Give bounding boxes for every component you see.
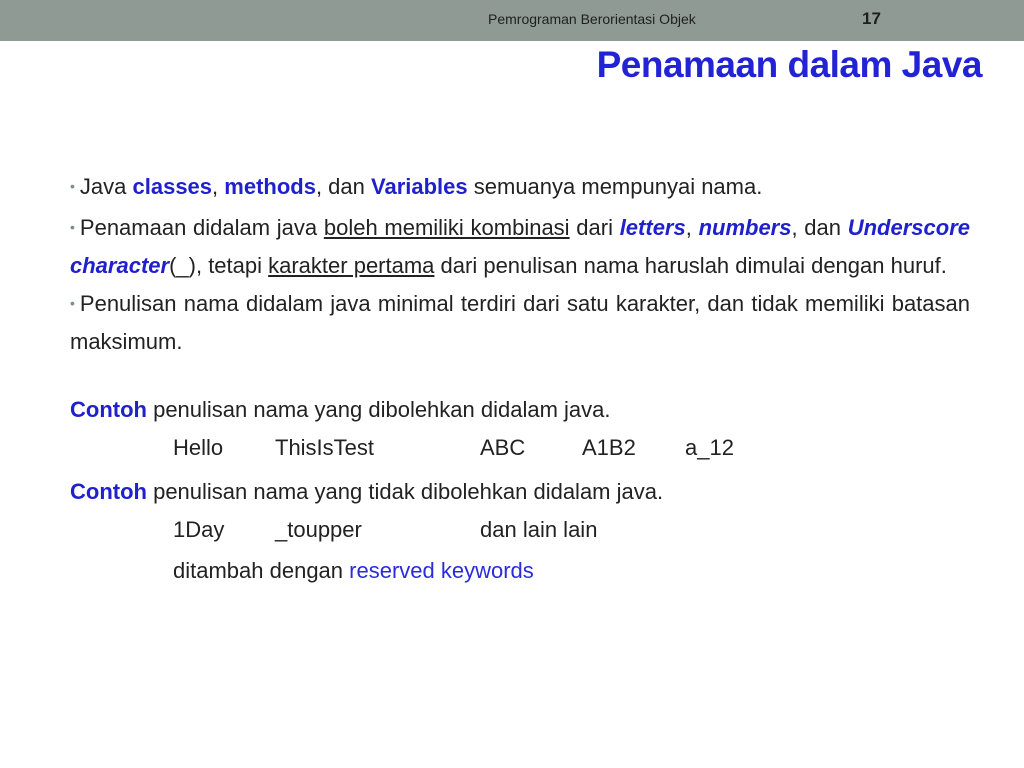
slide-content [70,169,970,594]
bullet-text: Java [79,174,133,199]
bullet-text: (_), tetapi [169,253,269,278]
example-row-not-allowed [70,512,970,553]
bullet-text: semuanya mempunyai nama. [467,174,763,199]
example-heading-allowed [70,389,970,430]
bullet-dot-icon: • [70,178,75,194]
bullet-text: Penulisan nama didalam java minimal terdiri dari satu karakter, dan tidak memiliki batasan maksimum. [70,291,970,354]
example-item: Hello [173,435,224,460]
keyword-numbers: numbers [698,215,792,240]
bullet-text: dari [569,215,620,240]
extra-text: ditambah dengan [173,558,350,583]
bullet-item [70,286,970,359]
bullet-dot-icon: • [70,219,75,235]
keyword-underscore: Underscore character [70,215,970,278]
underlined-text: boleh memiliki kombinasi [323,215,570,240]
bullet-text: , dan [315,174,371,199]
bullet-text: , [685,215,699,240]
keyword-letters: letters [619,215,686,240]
underlined-text: karakter pertama [268,253,435,278]
example-heading-not-allowed [70,471,970,512]
keyword-variables: Variables [371,174,468,199]
header-bar [0,0,1024,41]
example-item: 1Day [173,517,225,542]
course-name: Pemrograman Berorientasi Objek [488,11,696,27]
bullet-text: Penamaan didalam java [79,215,324,240]
example-row-allowed [70,430,970,471]
bullet-item [70,210,970,283]
example-description: penulisan nama yang dibolehkan didalam java. [146,397,611,422]
bullet-dot-icon: • [70,295,75,311]
bullet-text: , [212,174,225,199]
bullet-item [70,169,970,207]
example-description: penulisan nama yang tidak dibolehkan didalam java. [146,479,664,504]
contoh-label: Contoh [70,397,147,422]
example-item: ABC [480,435,526,460]
contoh-label: Contoh [70,479,147,504]
example-item: ThisIsTest [275,435,375,460]
slide-title: Penamaan dalam Java [596,44,982,85]
reserved-keywords-text: reserved keywords [349,558,534,583]
page-number: 17 [862,9,881,28]
example-item: A1B2 [582,435,636,460]
example-item: a_12 [685,435,734,460]
example-item: _toupper [275,517,362,542]
keyword-classes: classes [132,174,213,199]
example-row-extra [70,553,970,594]
example-item: dan lain lain [480,517,598,542]
bullet-text: , dan [791,215,848,240]
keyword-methods: methods [224,174,316,199]
bullet-text: dari penulisan nama haruslah dimulai dengan huruf. [434,253,947,278]
